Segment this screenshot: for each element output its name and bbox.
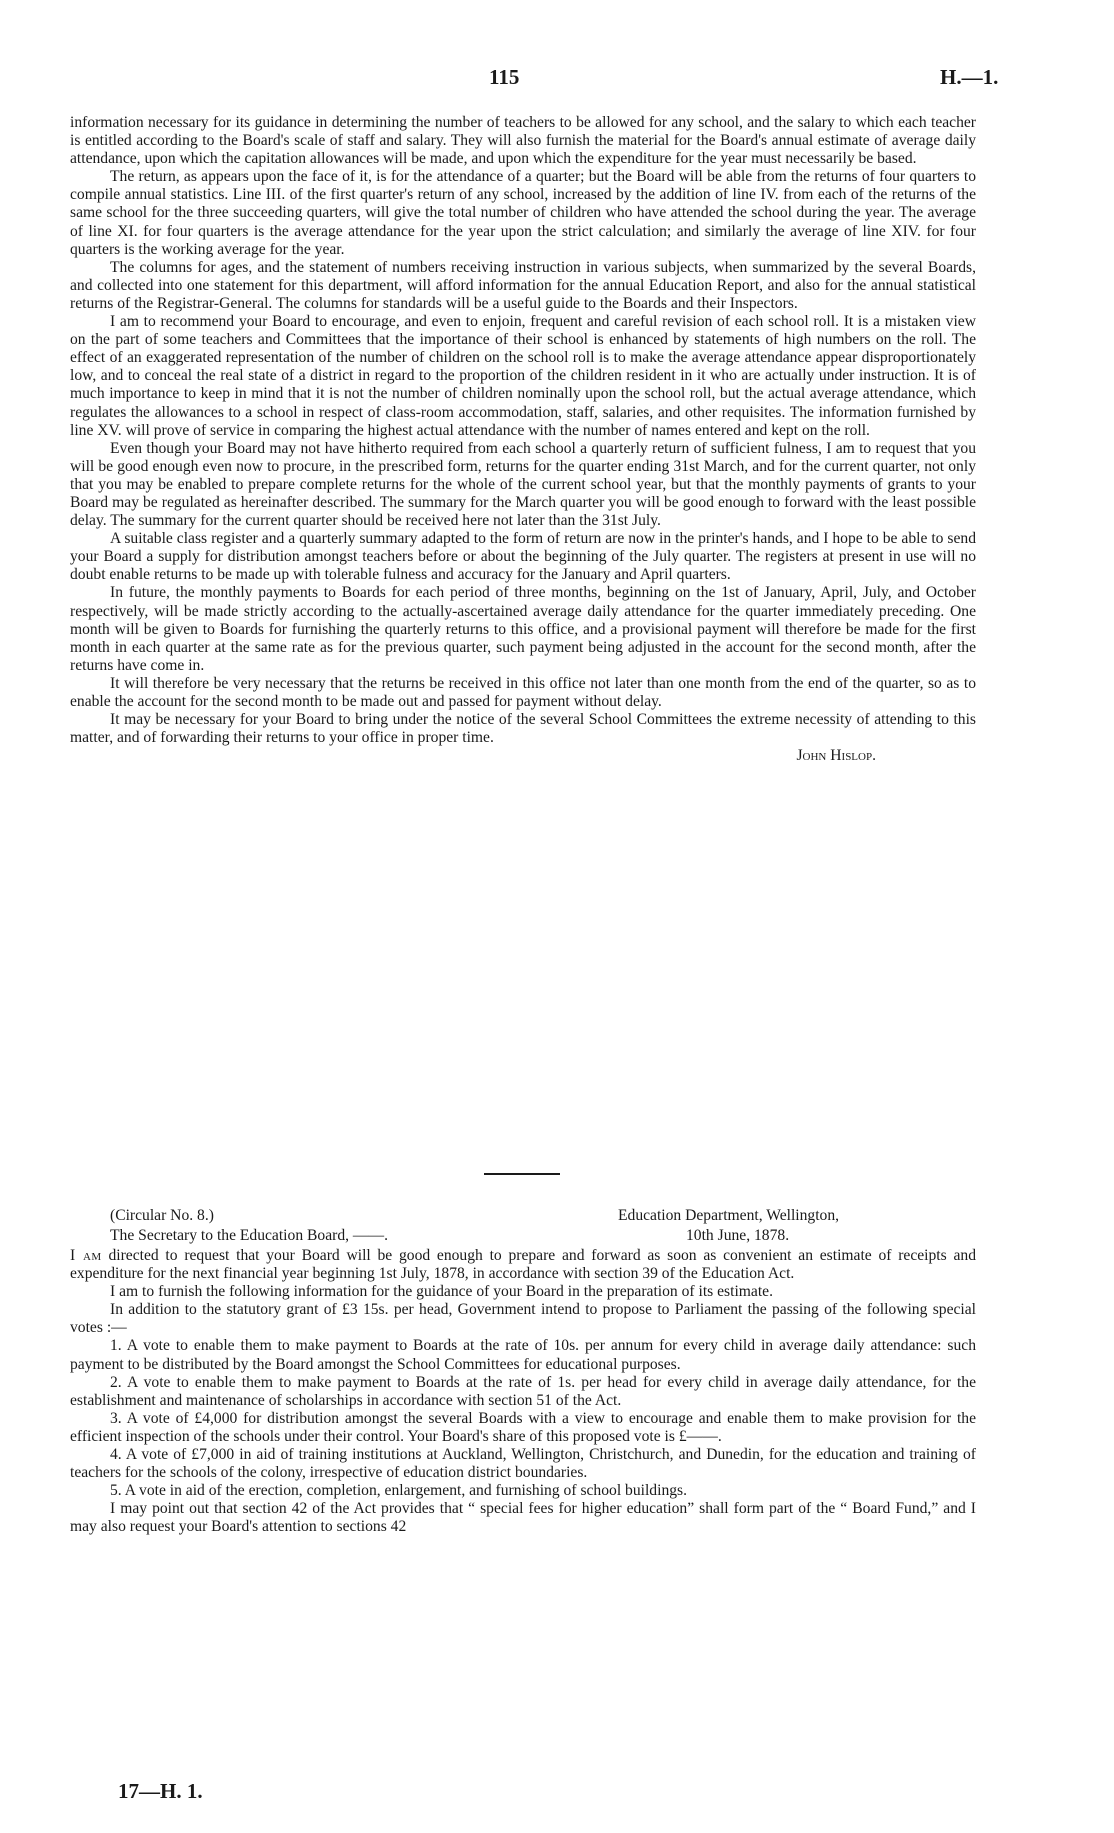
signature [70, 747, 976, 765]
paragraph: The return, as appears upon the face of it, is for the attendance of a quarter; but the Board will be able from the returns of four quarters to compile annual statistics. Line III. of the first quarter's return of any school, increased by the addition of line IV. from each of the returns of the same school for the three succeeding quarters, will give the total number of children who have attended the school during the year. The average of line XI. for four quarters is the average attendance for the year upon the strict calculation; and similarly the average of line XIV. for four quarters is the working average for the year. [70, 168, 976, 258]
paragraph: A suitable class register and a quarterly summary adapted to the form of return are now in the printer's hands, and I hope to be able to send your Board a supply for distribution amongst teachers before or about the beginning of the July quarter. The registers at present in use will no doubt enable returns to be made up with tolerable fulness and accuracy for the January and April quarters. [70, 530, 976, 584]
vote-item: 2. A vote to enable them to make payment to Boards at the rate of 1s. per head for every child in average daily attendance, for the establishment and maintenance of scholarships in accordance with section 51 of the Act. [70, 1373, 976, 1409]
paragraph: Even though your Board may not have hitherto required from each school a quarterly return of sufficient fulness, I am to request that you will be good enough even now to procure, in the prescribed form, returns for the quarter ending 31st March, and for the current quarter, not only that you may be enabled to prepare complete returns for the whole of the current school year, but that the monthly payments of grants to your Board may be regulated as hereinafter described. The summary for the March quarter you will be good enough to forward with the least possible delay. The summary for the current quarter should be received here not later than the 31st July. [70, 439, 976, 530]
page-number: 115 [489, 65, 520, 89]
circular-body [70, 1207, 976, 1537]
signature-mark: 17—H. 1. [118, 1779, 203, 1803]
circular-office: Education Department, Wellington, [618, 1207, 840, 1224]
paragraph: The columns for ages, and the statement of numbers receiving instruction in various subjects, when summarized by the several Boards, and collected into one statement for this department, will afford information for the annual Education Report, and also for the annual statistical returns of the Registrar-General. The columns for standards will be a useful guide to the Boards and their Inspectors. [70, 258, 976, 312]
circular-opening [70, 1247, 976, 1283]
paragraph: I am to recommend your Board to encourage, and even to enjoin, frequent and careful revision of each school roll. It is a mistaken view on the part of some teachers and Committees that the importance of their school is enhanced by statements of high numbers on the roll. The effect of an exaggerated representation of the number of children on the school roll is to make the average attendance appear disproportionately low, and to conceal the real state of a district in regard to the proportion of the children resident in it who are actually under instruction. It is of much importance to keep in mind that it is not the number of children nominally upon the school roll, but the actual average attendance, which regulates the allowances to a school in respect of class-room accommodation, staff, salaries, and other requisites. The information furnished by line XV. will prove of service in comparing the highest actual attendance with the number of names entered and kept on the roll. [70, 313, 976, 439]
circular-label: (Circular No. 8.) [110, 1207, 214, 1224]
section-divider [484, 1173, 560, 1175]
opening-caps: I am [70, 1247, 102, 1264]
signature-name: John Hislop. [796, 747, 876, 765]
paragraph: information necessary for its guidance in determining the number of teachers to be allowed for any school, and the salary to which each teacher is entitled according to the Board's scale of staff and salary. They will also furnish the material for the Board's annual estimate of average daily attendance, upon which the capitation allowances will be made, and upon which the expenditure for the year must necessarily be based. [70, 114, 976, 168]
paragraph: In addition to the statutory grant of £3 15s. per head, Government intend to propose to Parliament the passing of the following special votes :— [70, 1301, 976, 1337]
series-code: H.—1. [940, 65, 999, 89]
circular-heading-row [70, 1207, 976, 1227]
vote-item: 3. A vote of £4,000 for distribution amongst the several Boards with a view to encourage and enable them to make provision for the efficient inspection of the schools under their control. Your Board's share of this proposed vote is £——. [70, 1409, 976, 1445]
circular-addressee: The Secretary to the Education Board, ——. [110, 1227, 388, 1244]
letter-body [70, 114, 976, 765]
vote-item: 4. A vote of £7,000 in aid of training institutions at Auckland, Wellington, Christchurch, and Dunedin, for the education and training of teachers for the schools of the colony, irrespective of education district boundaries. [70, 1446, 976, 1482]
paragraph: I may point out that section 42 of the Act provides that “ special fees for higher education” shall form part of the “ Board Fund,” and I may also request your Board's attention to sections 42 [70, 1500, 976, 1536]
opening-text: directed to request that your Board will be good enough to prepare and forward as soon as convenient an estimate of receipts and expenditure for the next financial year beginning 1st July, 1878, in accordance with section 39 of the Education Act. [70, 1247, 976, 1283]
page-header [0, 65, 1114, 92]
paragraph: It will therefore be very necessary that the returns be received in this office not later than one month from the end of the quarter, so as to enable the account for the second month to be made out and passed for payment without delay. [70, 674, 976, 710]
circular-address-row [70, 1227, 976, 1247]
vote-item: 5. A vote in aid of the erection, completion, enlargement, and furnishing of school buildings. [110, 1482, 687, 1500]
paragraph: I am to furnish the following information for the guidance of your Board in the preparation of its estimate. [110, 1283, 773, 1301]
paragraph: It may be necessary for your Board to bring under the notice of the several School Committees the extreme necessity of attending to this matter, and of forwarding their returns to your office in proper time. [70, 711, 976, 747]
circular-date: 10th June, 1878. [686, 1227, 790, 1244]
paragraph: In future, the monthly payments to Boards for each period of three months, beginning on the 1st of January, April, July, and October respectively, will be made strictly according to the actually-ascertained average daily attendance for the quarter immediately preceding. One month will be given to Boards for furnishing the quarterly returns to this office, and a provisional payment will therefore be made for the first month in each quarter at the same rate as for the previous quarter, such payment being adjusted in the account for the second month, after the returns have come in. [70, 584, 976, 674]
vote-item: 1. A vote to enable them to make payment to Boards at the rate of 10s. per annum for every child in average daily attendance: such payment to be distributed by the Board amongst the School Committees for educational purposes. [70, 1337, 976, 1373]
